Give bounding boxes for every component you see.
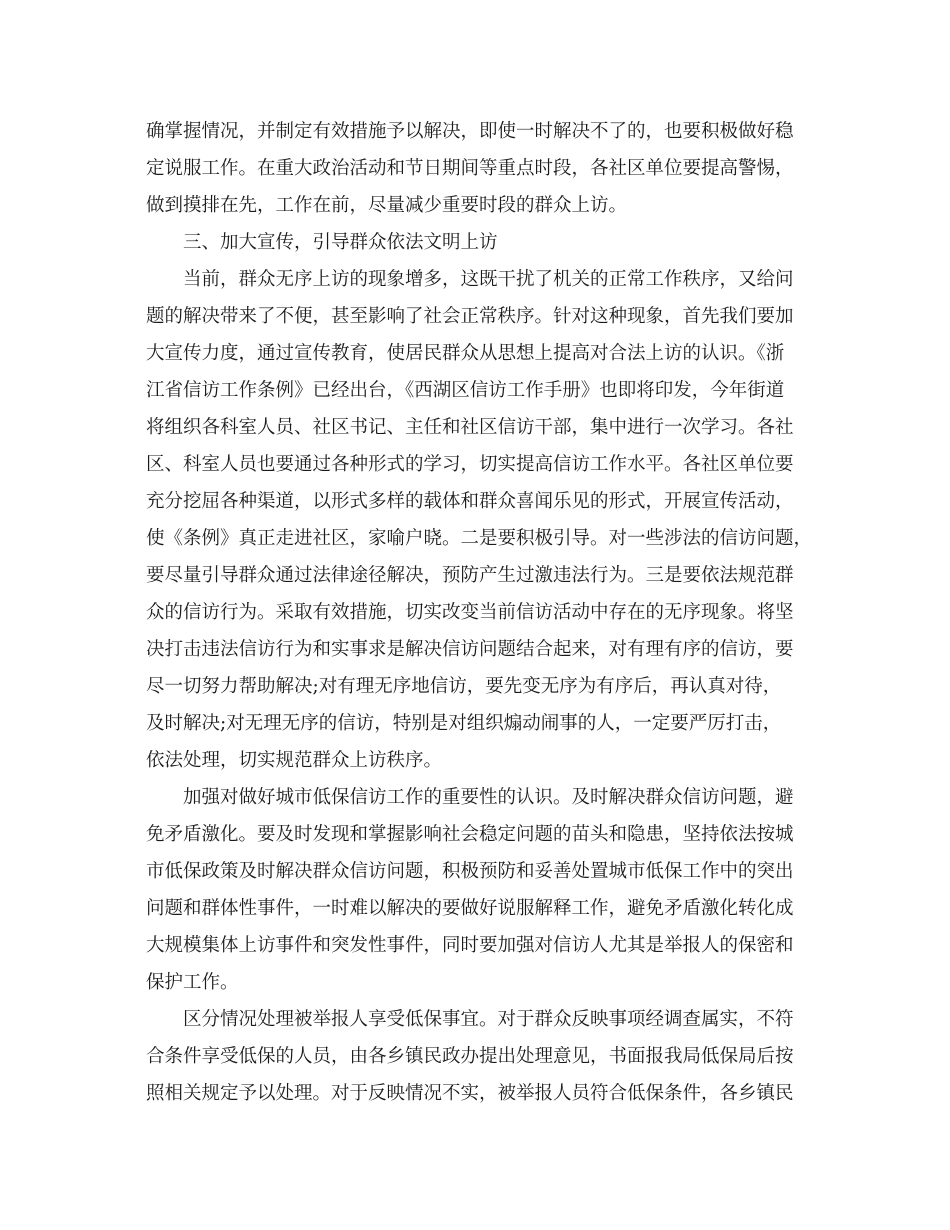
text-line: 大宣传力度，通过宣传教育，使居民群众从思想上提高对合法上访的认识。《浙 — [146, 343, 785, 364]
text-line: 充分挖屈各种渠道，以形式多样的载体和群众喜闻乐见的形式，开展宣传活动， — [146, 491, 794, 512]
text-line: 题的解决带来了不便，甚至影响了社会正常秩序。针对这种现象，首先我们要加 — [146, 306, 794, 327]
text-line: 保护工作。 — [146, 972, 239, 993]
section-heading: 三、加大宣传，引导群众依法文明上访 — [183, 232, 498, 253]
text-line: 决打击违法信访行为和实事求是解决信访问题结合起来，对有理有序的信访，要 — [146, 639, 794, 660]
text-line: 尽一切努力帮助解决;对有理无序地信访，要先变无序为有序后，再认真对待， — [146, 676, 782, 697]
text-line: 市低保政策及时解决群众信访问题，积极预防和妥善处置城市低保工作中的突出 — [146, 861, 794, 882]
text-line: 众的信访行为。采取有效措施，切实改变当前信访活动中存在的无序现象。将坚 — [146, 602, 794, 623]
text-line: 确掌握情况，并制定有效措施予以解决，即使一时解决不了的，也要积极做好稳 — [146, 121, 794, 142]
text-line: 要尽量引导群众通过法律途径解决，预防产生过激违法行为。三是要依法规范群 — [146, 565, 794, 586]
text-line: 定说服工作。在重大政治活动和节日期间等重点时段，各社区单位要提高警惕， — [146, 158, 794, 179]
text-line: 当前，群众无序上访的现象增多，这既干扰了机关的正常工作秩序，又给问 — [183, 269, 794, 290]
text-line: 将组织各科室人员、社区书记、主任和社区信访干部，集中进行一次学习。各社 — [146, 417, 794, 438]
text-line: 区分情况处理被举报人享受低保事宜。对于群众反映事项经调查属实，不符 — [183, 1009, 794, 1030]
text-line: 照相关规定予以处理。对于反映情况不实，被举报人员符合低保条件，各乡镇民 — [146, 1083, 794, 1104]
text-line: 大规模集体上访事件和突发性事件，同时要加强对信访人尤其是举报人的保密和 — [146, 935, 794, 956]
text-line: 使《条例》真正走进社区，家喻户晓。二是要积极引导。对一些涉法的信访问题， — [146, 528, 813, 549]
text-line: 加强对做好城市低保信访工作的重要性的认识。及时解决群众信访问题，避 — [183, 787, 794, 808]
text-line: 问题和群体性事件，一时难以解决的要做好说服解释工作，避免矛盾激化转化成 — [146, 898, 794, 919]
text-line: 江省信访工作条例》已经出台，《西湖区信访工作手册》也即将印发，今年街道 — [146, 380, 785, 401]
text-line: 区、科室人员也要通过各种形式的学习，切实提高信访工作水平。各社区单位要 — [146, 454, 794, 475]
text-line: 依法处理，切实规范群众上访秩序。 — [146, 750, 443, 771]
text-line: 免矛盾激化。要及时发现和掌握影响社会稳定问题的苗头和隐患，坚持依法按城 — [146, 824, 794, 845]
text-line: 做到摸排在先，工作在前，尽量减少重要时段的群众上访。 — [146, 195, 628, 216]
text-line: 合条件享受低保的人员，由各乡镇民政办提出处理意见，书面报我局低保局后按 — [146, 1046, 794, 1067]
text-line: 及时解决;对无理无序的信访，特别是对组织煽动闹事的人，一定要严厉打击， — [146, 713, 782, 734]
